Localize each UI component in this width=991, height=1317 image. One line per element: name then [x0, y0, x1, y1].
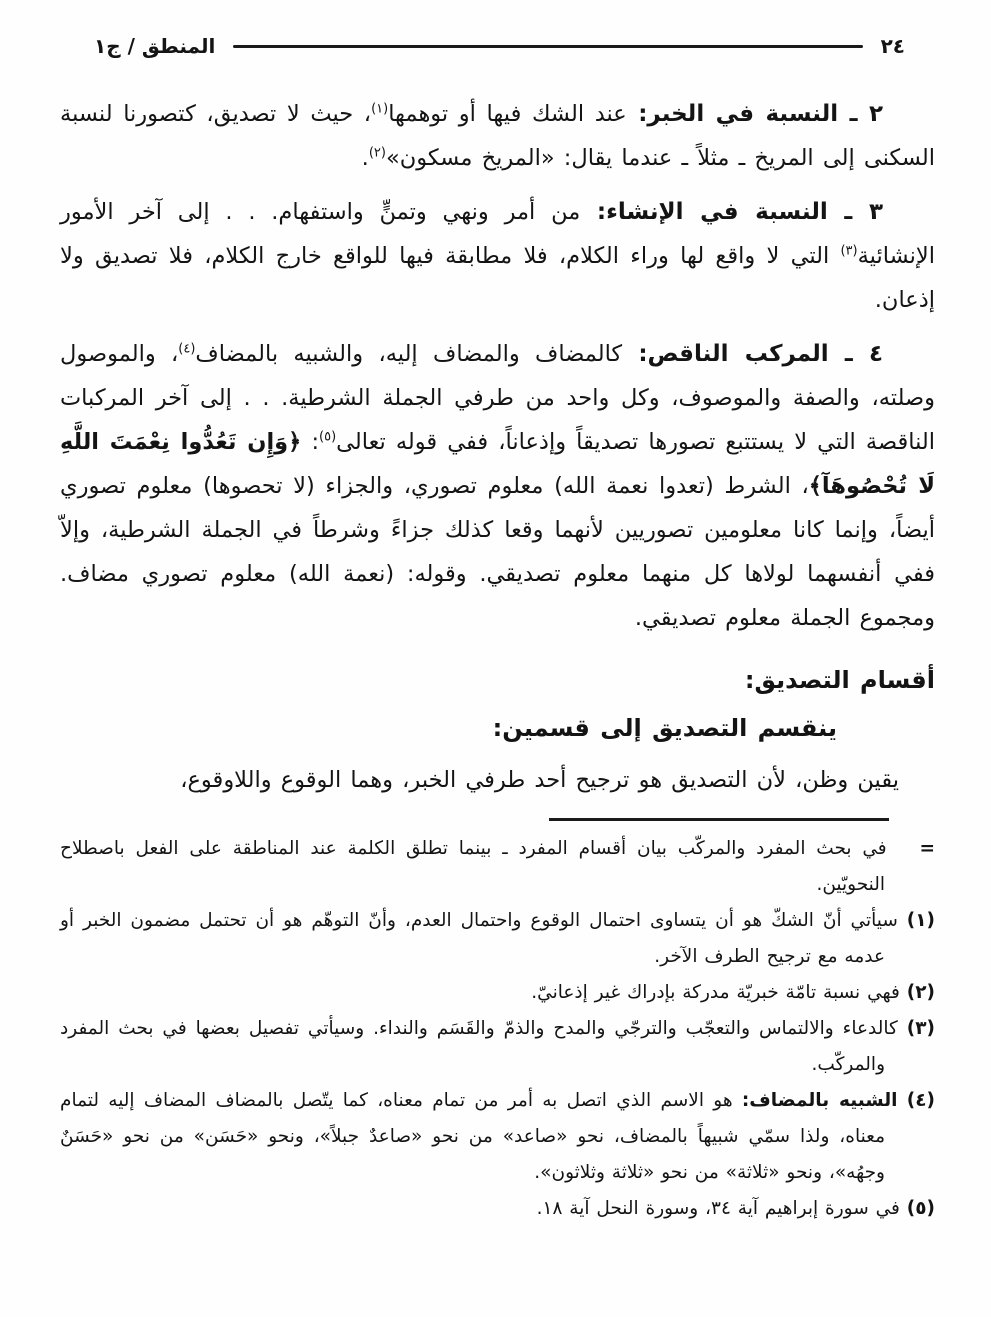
footnote-item-4: [60, 1083, 935, 1191]
paragraph-text: كالمضاف والمضاف إليه، والشبيه بالمضاف: [195, 341, 623, 367]
footnote-list: [60, 831, 935, 1227]
footnote-separator-rule: [549, 818, 889, 821]
footnote-text: في بحث المفرد والمركّب بيان أقسام المفرد ـ بينما تطلق الكلمة عند المناطقة على الفعل باصطلاح النحويّين.: [60, 838, 887, 895]
footnote-marker: (٢): [906, 982, 935, 1003]
page-header: [60, 30, 935, 58]
section-heading: أقسام التصديق:: [744, 666, 935, 694]
paragraph-lead: ٣ ـ النسبة في الإنشاء:: [580, 199, 883, 225]
footnote-marker: =: [919, 838, 936, 859]
footnote-ref-3: (٣): [840, 243, 858, 259]
footnote-marker: (٣): [906, 1018, 935, 1039]
paragraph-nisba-khabar: [60, 92, 935, 180]
paragraph-closing: يقين وظن، لأن التصديق هو ترجيح أحد طرفي الخبر، وهما الوقوع واللاوقوع،: [180, 767, 899, 793]
footnote-text: فهي نسبة تامّة خبريّة مدركة بإدراك غير إذعانيّ.: [531, 982, 900, 1003]
footnote-ref-1: (١): [371, 101, 389, 117]
paragraph-text: .: [361, 145, 369, 171]
footnote-text: في سورة إبراهيم آية ٣٤، وسورة النحل آية ١٨.: [536, 1198, 900, 1219]
footnote-item-2: [60, 975, 935, 1011]
footnote-marker: (١): [906, 910, 935, 931]
footnote-item-3: [60, 1011, 935, 1083]
paragraph-murakkab-naqis: [60, 332, 935, 640]
footnote-marker: (٥): [906, 1198, 935, 1219]
footnote-marker: (٤): [906, 1090, 936, 1111]
footnote-ref-5: (٥): [319, 429, 337, 445]
footnote-text: كالدعاء والالتماس والتعجّب والترجّي والمدح والذمّ والقَسَم والنداء. وسيأتي تفصيل بعضها في بحث المفرد والمركّب.: [60, 1018, 898, 1075]
paragraph-text: ، والموصول وصلته، والصفة والموصوف، وكل واحد من طرفي الجملة الشرطية. . . إلى آخر المركبات الناقصة التي لا يستتبع تصورها تصديقاً وإذعاناً، ففي قوله تعالى: [60, 341, 935, 455]
footnote-text: سيأتي أنّ الشكّ هو أن يتساوى احتمال الوقوع واحتمال العدم، وأنّ التوهّم هو أن تحتمل مضمون الخبر أو عدمه مع ترجيح الطرف الآخر.: [60, 910, 898, 967]
footnote-item-continuation: [60, 831, 935, 903]
paragraph-lead: ٤ ـ المركب الناقص:: [622, 341, 883, 367]
footnote-item-5: [60, 1191, 935, 1227]
paragraph-text: التي لا واقع لها وراء الكلام، فلا مطابقة فيها للواقع خارج الكلام، فلا تصديق ولا إذعان.: [60, 243, 935, 313]
paragraph-lead: ٢ ـ النسبة في الخبر:: [626, 101, 883, 127]
paragraph-text: عند الشك فيها أو توهمها: [388, 101, 627, 127]
paragraph-text: ، الشرط (تعدوا نعمة الله) معلوم تصوري، والجزاء (لا تحصوها) معلوم تصوري أيضاً، وإنما كانا معلومين تصوريين لأنهما وقعا كذلك جزاءً وشرطاً في الجملة الشرطية، وإلاّ ففي أنفسهما لولاها كل منهما معلوم تصديقي. وقوله: (نعمة الله) معلوم تصوري مضاف. ومجموع الجملة معلوم تصديقي.: [60, 473, 935, 631]
quran-verse: ﴿وَإِن تَعُدُّوا نِعْمَتَ اللَّهِ لَا تُحْصُوهَآ﴾: [60, 429, 936, 499]
footnote-ref-2: (٢): [368, 145, 386, 161]
footnote-ref-4: (٤): [178, 341, 196, 357]
book-title: المنطق / ج١: [94, 34, 216, 58]
paragraph-text: ، حيث لا تصديق، كتصورنا لنسبة السكنى إلى المريخ ـ مثلاً ـ عندما يقال: «المريخ مسكون»: [60, 101, 935, 171]
footnote-text: هو الاسم الذي اتصل به أمر من تمام معناه، كما يتّصل بالمضاف المضاف إليه لتمام معناه، ولذا سمّي شبيهاً بالمضاف، نحو «صاعد» من نحو «صاعدٌ جبلاً»، ونحو «حَسَن» من نحو «حَسَنٌ وجهُه»، ونحو «ثلاثة» من نحو «ثلاثة وثلاثون».: [60, 1090, 885, 1183]
paragraph-nisba-insha: [60, 190, 935, 322]
page-body: [60, 92, 935, 802]
page-number: ٢٤: [880, 34, 905, 58]
footnote-item-1: [60, 903, 935, 975]
header-rule-divider: [233, 45, 862, 48]
footnote-lead: الشبيه بالمضاف:: [741, 1090, 898, 1111]
sub-heading: ينقسم التصديق إلى قسمين:: [492, 714, 837, 742]
paragraph-text: :: [301, 429, 320, 455]
footnotes-section: [60, 818, 935, 1227]
paragraph-text: من أمر ونهي وتمنٍّ واستفهام. . . إلى آخر الأمور الإنشائية: [60, 199, 935, 269]
